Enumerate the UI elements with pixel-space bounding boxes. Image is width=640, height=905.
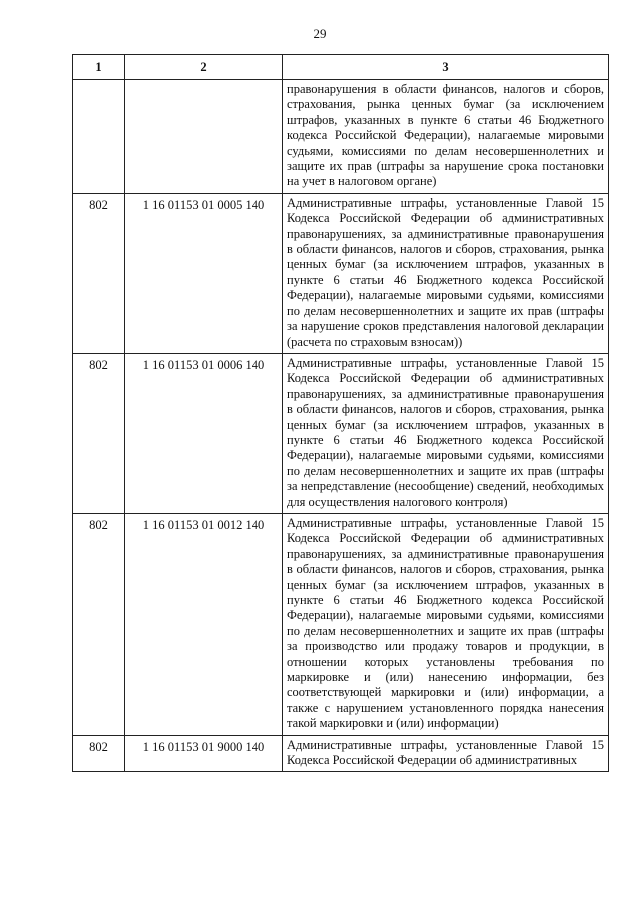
kbk-code-cell: 1 16 01153 01 9000 140 xyxy=(125,735,283,772)
column-header-2: 2 xyxy=(125,55,283,80)
column-header-3: 3 xyxy=(283,55,609,80)
admin-code-cell: 802 xyxy=(73,193,125,353)
document-table xyxy=(72,54,609,772)
kbk-code-cell: 1 16 01153 01 0005 140 xyxy=(125,193,283,353)
admin-code-cell: 802 xyxy=(73,353,125,513)
description-cell: Административные штрафы, установленные Главой 15 Кодекса Российской Федерации об административных правонарушениях, за административные правонарушения в области финансов, налогов и сборов, страхования, рынка ценных бумаг (за исключением штрафов, указанных в пункте 6 статьи 46 Бюджетного кодекса Российской Федерации), налагаемые мировыми судьями, комиссиями по делам несовершеннолетних и защите их прав (штрафы за производство или продажу товаров и продукции, в отношении которых установлены требования по маркировке и (или) нанесению информации, без соответствующей маркировки и (или) информации, а также с нарушением установленного порядка нанесения такой маркировки и (или) информации) xyxy=(283,513,609,735)
description-cell: Административные штрафы, установленные Главой 15 Кодекса Российской Федерации об административных xyxy=(283,735,609,772)
admin-code-cell: 802 xyxy=(73,513,125,735)
column-header-1: 1 xyxy=(73,55,125,80)
admin-code-cell xyxy=(73,80,125,194)
page-number: 29 xyxy=(313,26,327,41)
admin-code-cell: 802 xyxy=(73,735,125,772)
kbk-code-cell xyxy=(125,80,283,194)
kbk-code-cell: 1 16 01153 01 0006 140 xyxy=(125,353,283,513)
table-row xyxy=(73,735,609,772)
description-cell: Административные штрафы, установленные Главой 15 Кодекса Российской Федерации об административных правонарушениях, за административные правонарушения в области финансов, налогов и сборов, страхования, рынка ценных бумаг (за исключением штрафов, указанных в пункте 6 статьи 46 Бюджетного кодекса Российской Федерации), налагаемые мировыми судьями, комиссиями по делам несовершеннолетних и защите их прав (штрафы за нарушение сроков представления налоговой декларации (расчета по страховым взносам)) xyxy=(283,193,609,353)
table-row xyxy=(73,513,609,735)
description-cell: Административные штрафы, установленные Главой 15 Кодекса Российской Федерации об административных правонарушениях, за административные правонарушения в области финансов, налогов и сборов, страхования, рынка ценных бумаг (за исключением штрафов, указанных в пункте 6 статьи 46 Бюджетного кодекса Российской Федерации), налагаемые мировыми судьями, комиссиями по делам несовершеннолетних и защите их прав (штрафы за непредставление (несообщение) сведений, необходимых для осуществления налогового контроля) xyxy=(283,353,609,513)
description-cell: правонарушения в области финансов, налогов и сборов, страхования, рынка ценных бумаг (за исключением штрафов, указанных в пункте 6 статьи 46 Бюджетного кодекса Российской Федерации), налагаемые мировыми судьями, комиссиями по делам несовершеннолетних и защите их прав (штрафы за нарушение срока постановки на учет в налоговом органе) xyxy=(283,80,609,194)
table-row xyxy=(73,80,609,194)
table-header-row xyxy=(73,55,609,80)
kbk-code-cell: 1 16 01153 01 0012 140 xyxy=(125,513,283,735)
table-row xyxy=(73,353,609,513)
table-row xyxy=(73,193,609,353)
